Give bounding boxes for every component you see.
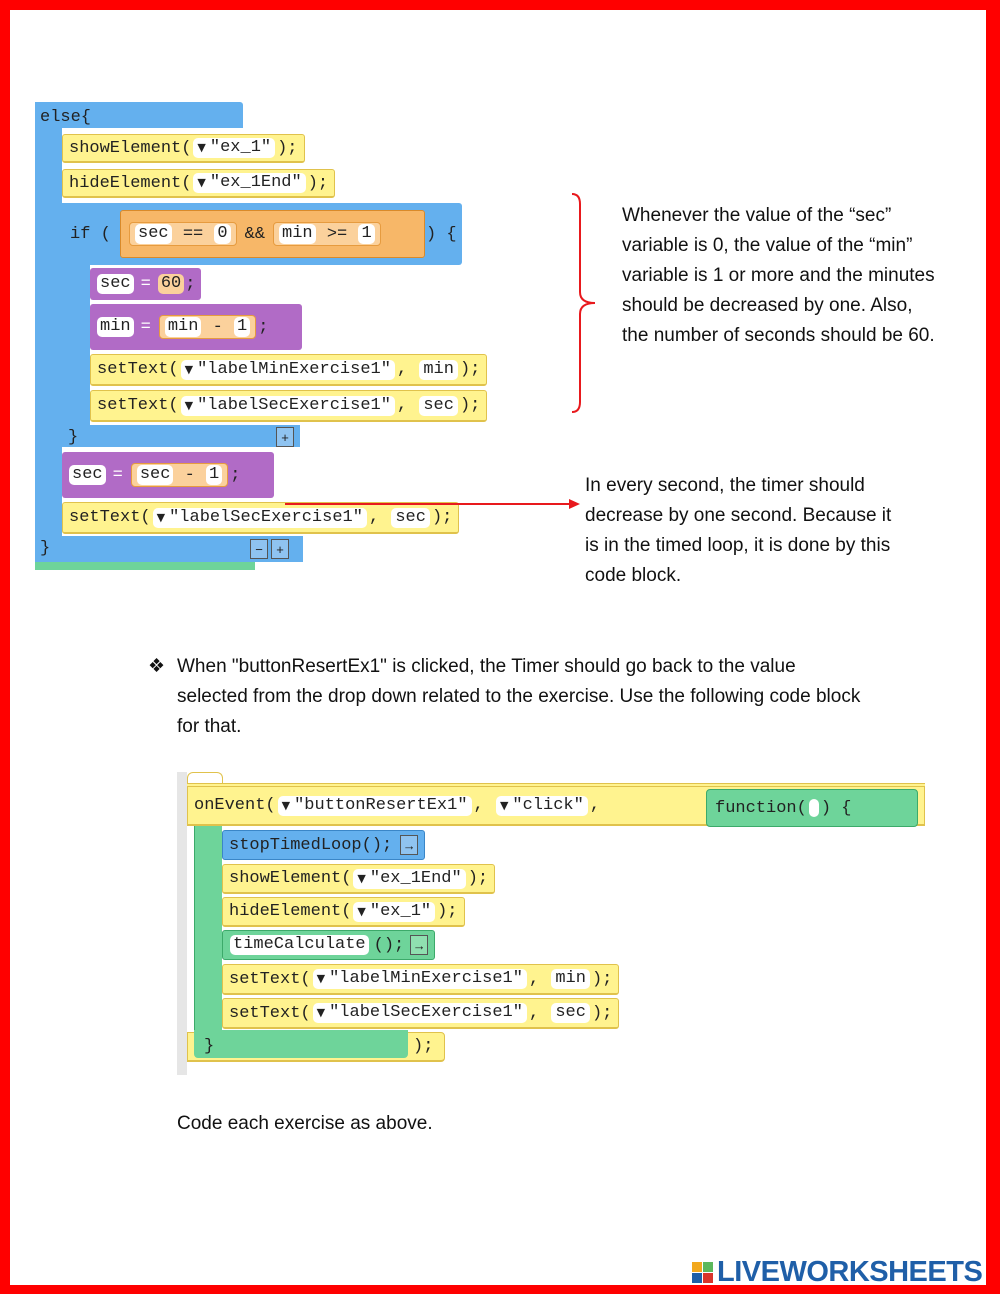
arrow-right-icon[interactable]: → — [400, 835, 418, 855]
dropdown-triangle-icon: ▼ — [357, 904, 366, 918]
logo-text: LIVEWORKSHEETS — [717, 1256, 983, 1288]
instruction-text: When "buttonResertEx1" is clicked, the Timer should go back to the value selected from the drop down related to the exercise. Use the following code block for that. — [177, 656, 861, 737]
expand-plus-icon[interactable]: + — [276, 427, 294, 447]
dropdown-triangle-icon: ▼ — [316, 1006, 326, 1019]
dropdown-triangle-icon: ▼ — [184, 398, 194, 412]
settext-sec-block[interactable]: setText( ▼ "labelSecExercise1" , sec ); — [90, 390, 487, 422]
element-dropdown[interactable]: ▼ "ex_1End" — [353, 869, 465, 889]
expand-plus-icon[interactable]: + — [271, 539, 289, 559]
event-type-dropdown[interactable]: ▼ "click" — [496, 796, 588, 816]
dropdown-triangle-icon: ▼ — [197, 141, 206, 154]
assign-min-block[interactable]: min = min - 1 ; — [90, 304, 302, 350]
onevent-close: ); — [413, 1036, 434, 1056]
show-element-block-2[interactable]: showElement( ▼ "ex_1End" ); — [222, 864, 495, 894]
label-dropdown[interactable]: ▼ "labelSecExercise1" — [313, 1003, 527, 1023]
arrow-right-icon[interactable]: → — [410, 935, 428, 955]
onevent-block[interactable]: onEvent( ▼ "buttonResertEx1" , ▼ "click" , — [187, 786, 925, 826]
settext-min-block-2[interactable]: setText( ▼ "labelMinExercise1" , min ); — [222, 964, 619, 995]
hide-element-block[interactable]: hideElement( ▼ "ex_1End" ); — [62, 169, 335, 198]
pointer-arrow-head — [569, 499, 580, 509]
liveworksheets-logo — [692, 1256, 982, 1289]
dropdown-triangle-icon: ▼ — [499, 798, 509, 812]
hide-element-block-2[interactable]: hideElement( ▼ "ex_1" ); — [222, 897, 465, 927]
label-dropdown[interactable]: ▼ "labelMinExercise1" — [181, 360, 395, 380]
if-close-paren: ) { — [426, 224, 457, 244]
stop-timed-loop-block[interactable]: stopTimedLoop(); → — [222, 830, 425, 860]
assign-sec-block[interactable]: sec = 60 ; — [90, 268, 201, 300]
time-calculate-block[interactable]: timeCalculate (); → — [222, 930, 435, 960]
label-dropdown[interactable]: ▼ "labelSecExercise1" — [153, 508, 367, 528]
curly-brace — [572, 194, 595, 412]
show-element-block[interactable]: showElement( ▼ "ex_1" ); — [62, 134, 305, 163]
button-id-dropdown[interactable]: ▼ "buttonResertEx1" — [278, 796, 472, 816]
if-close-brace: } — [68, 427, 79, 447]
element-dropdown[interactable]: ▼ "ex_1End" — [193, 173, 305, 193]
bullet-icon: ❖ — [148, 656, 166, 677]
parameter-slot[interactable] — [809, 799, 819, 817]
if-keyword: if ( — [70, 224, 111, 244]
else-close-brace: } — [40, 538, 51, 558]
collapse-minus-icon[interactable]: − — [250, 539, 268, 559]
annotation-timer: In every second, the timer should decrease by one second. Because it is in the timed loop, it is done by this code block. — [585, 475, 892, 586]
element-dropdown[interactable]: ▼ "ex_1" — [193, 138, 275, 158]
dropdown-triangle-icon: ▼ — [316, 972, 326, 985]
dropdown-triangle-icon: ▼ — [281, 798, 291, 812]
dropdown-triangle-icon: ▼ — [156, 510, 166, 524]
decrement-sec-block[interactable]: sec = sec - 1 ; — [62, 452, 274, 498]
settext-sec-block-2[interactable]: setText( ▼ "labelSecExercise1" , sec ); — [62, 502, 459, 534]
function-close-brace: } — [204, 1036, 215, 1056]
annotation-sec-min: Whenever the value of the “sec” variable is 0, the value of the “min” variable is 1 or more and the minutes should be decreased by one. Also, the number of seconds should be 60. — [622, 205, 935, 346]
dropdown-triangle-icon: ▼ — [357, 871, 366, 885]
label-dropdown[interactable]: ▼ "labelMinExercise1" — [313, 969, 527, 989]
label-dropdown[interactable]: ▼ "labelSecExercise1" — [181, 396, 395, 416]
settext-sec-block-3[interactable]: setText( ▼ "labelSecExercise1" , sec ); — [222, 998, 619, 1029]
function-block[interactable]: function( ) { — [706, 789, 918, 827]
dropdown-triangle-icon: ▼ — [197, 176, 206, 189]
and-condition[interactable]: sec == 0 && min >= 1 — [120, 210, 425, 258]
dropdown-triangle-icon: ▼ — [184, 362, 194, 376]
footer-instruction: Code each exercise as above. — [177, 1113, 433, 1134]
element-dropdown[interactable]: ▼ "ex_1" — [353, 902, 435, 922]
logo-grid-icon — [692, 1262, 713, 1283]
else-keyword: else{ — [40, 107, 92, 127]
settext-min-block[interactable]: setText( ▼ "labelMinExercise1" , min ); — [90, 354, 487, 386]
